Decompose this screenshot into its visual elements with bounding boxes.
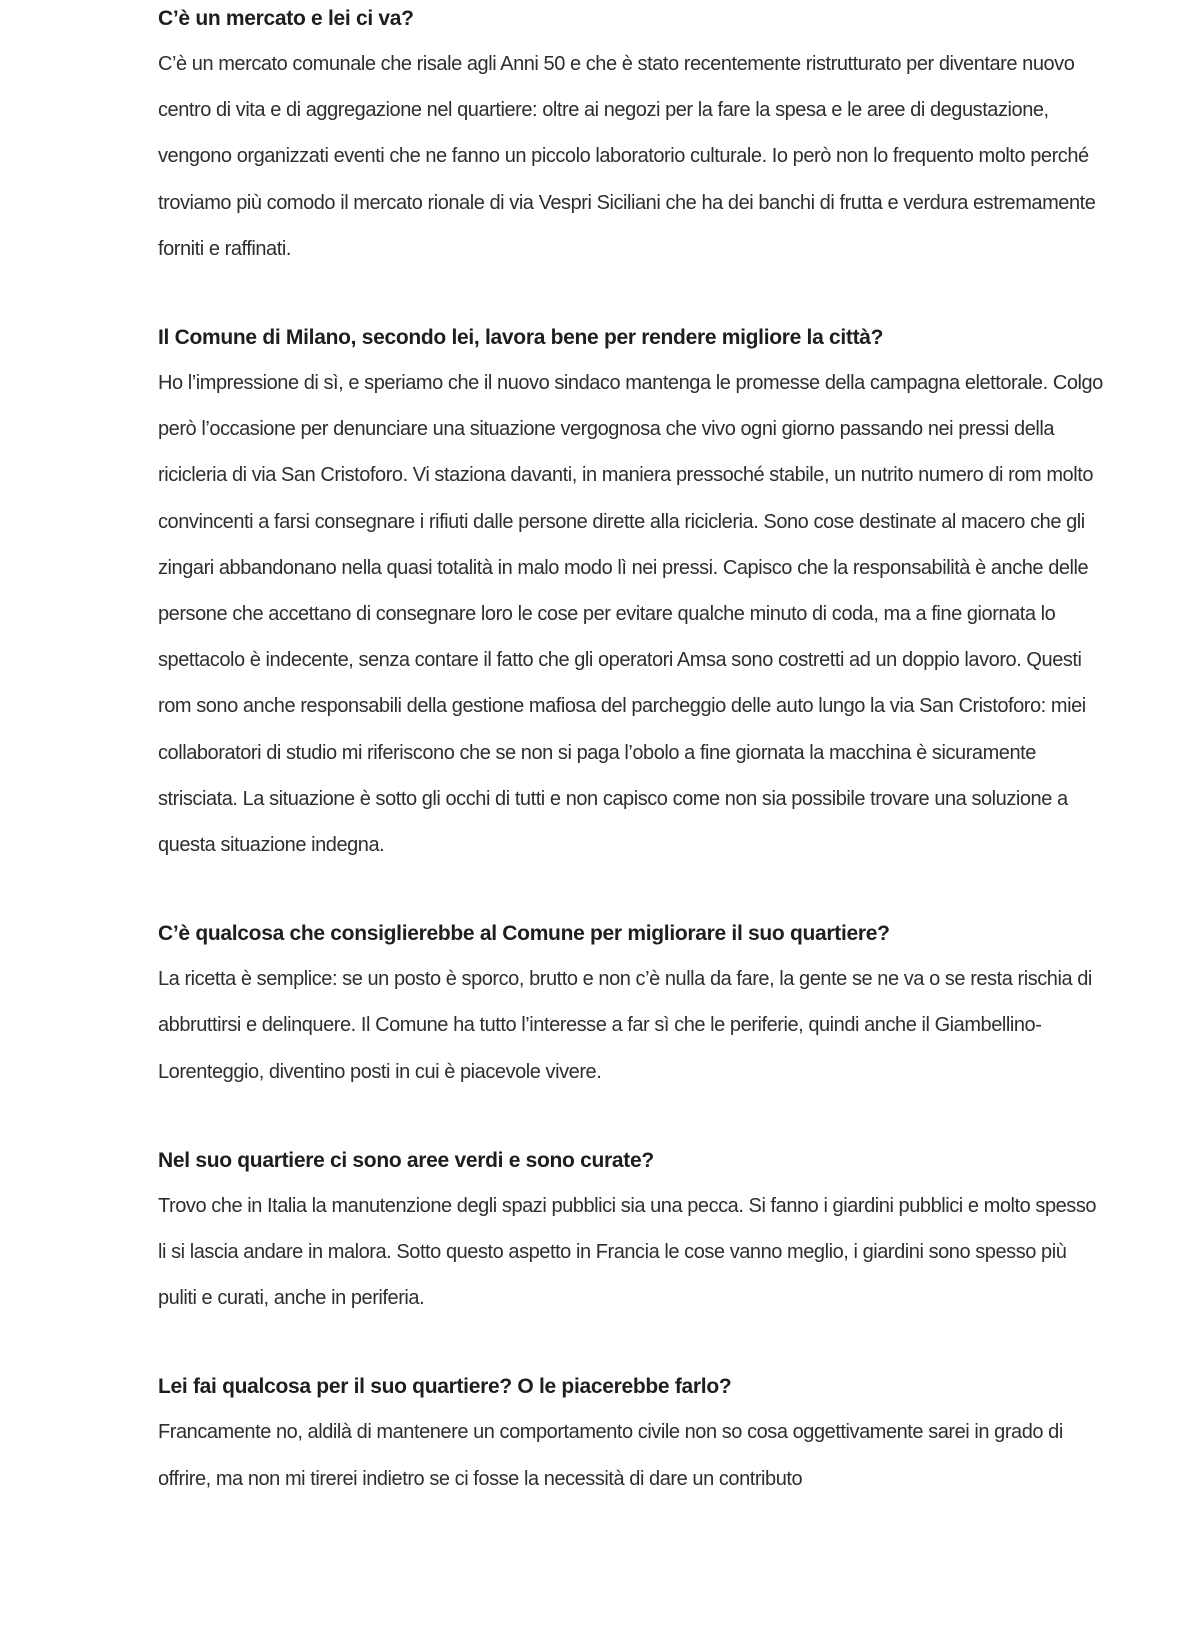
qa-comune xyxy=(158,319,1108,868)
qa-suggestions xyxy=(158,915,1108,1095)
question-heading: C’è qualcosa che consiglierebbe al Comune per migliorare il suo quartiere? xyxy=(158,922,890,946)
qa-contribution xyxy=(158,1368,1108,1501)
question-heading: Nel suo quartiere ci sono aree verdi e sono curate? xyxy=(158,1148,654,1172)
answer-paragraph: Trovo che in Italia la manutenzione degli spazi pubblici sia una pecca. Si fanno i giardini pubblici e molto spesso li si lascia andare in malora. Sotto questo aspetto in Francia le cose vanno meglio, i giardini sono spesso più puliti e curati, anche in periferia. xyxy=(158,1194,1097,1310)
question-heading: Il Comune di Milano, secondo lei, lavora bene per rendere migliore la città? xyxy=(158,326,884,350)
interview-article xyxy=(158,0,1108,1549)
answer-paragraph: Ho l’impressione di sì, e speriamo che il nuovo sindaco mantenga le promesse della campagna elettorale. Colgo però l’occasione per denunciare una situazione vergognosa che vivo ogni giorno passando nei pressi della ricicleria di via San Cristoforo. Vi staziona davanti, in maniera pressoché stabile, un nutrito numero di rom molto convincenti a farsi consegnare i rifiuti dalle persone dirette alla ricicleria. Sono cose destinate al macero che gli zingari abbandonano nella quasi totalità in malo modo lì nei pressi. Capisco che la responsabilità è anche delle persone che accettano di consegnare loro le cose per evitare qualche minuto di coda, ma a fine giornata lo spettacolo è indecente, senza contare il fatto che gli operatori Amsa sono costretti ad un doppio lavoro. Questi rom sono anche responsabili della gestione mafiosa del parcheggio delle auto lungo la via San Cristoforo: miei collaboratori di studio mi riferiscono che se non si paga l’obolo a fine giornata la macchina è sicuramente strisciata. La situazione è sotto gli occhi di tutti e non capisco come non sia possibile trovare una soluzione a questa situazione indegna. xyxy=(158,372,1103,857)
question-heading: Lei fai qualcosa per il suo quartiere? O le piacerebbe farlo? xyxy=(158,1375,732,1399)
qa-market xyxy=(158,0,1108,272)
answer-paragraph: Francamente no, aldilà di mantenere un comportamento civile non so cosa oggettivamente sarei in grado di offrire, ma non mi tirerei indietro se ci fosse la necessità di dare un contributo xyxy=(158,1421,1063,1490)
qa-green-areas xyxy=(158,1142,1108,1322)
answer-paragraph: C’è un mercato comunale che risale agli Anni 50 e che è stato recentemente ristrutturato per diventare nuovo centro di vita e di aggregazione nel quartiere: oltre ai negozi per la fare la spesa e le aree di degustazione, vengono organizzati eventi che ne fanno un piccolo laboratorio culturale. Io però non lo frequento molto perché troviamo più comodo il mercato rionale di via Vespri Siciliani che ha dei banchi di frutta e verdura estremamente forniti e raffinati. xyxy=(158,53,1096,260)
question-heading: C’è un mercato e lei ci va? xyxy=(158,7,414,30)
answer-paragraph: La ricetta è semplice: se un posto è sporco, brutto e non c’è nulla da fare, la gente se ne va o se resta rischia di abbruttirsi e delinquere. Il Comune ha tutto l’interesse a far sì che le periferie, quindi anche il Giambellino-Lorenteggio, diventino posti in cui è piacevole vivere. xyxy=(158,968,1092,1083)
